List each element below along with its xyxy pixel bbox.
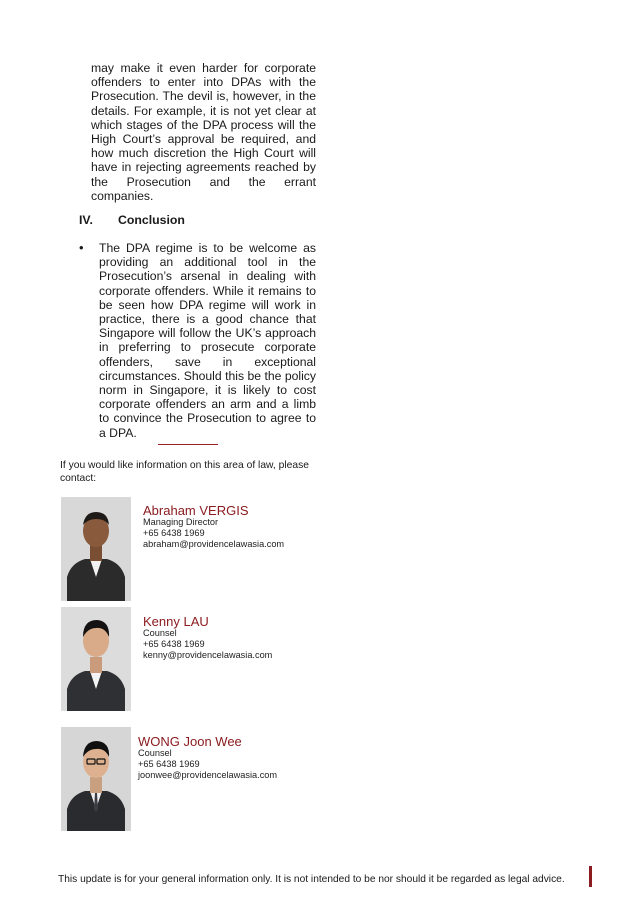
section-divider <box>158 444 218 445</box>
contact-photo <box>61 497 131 601</box>
contact-phone: +65 6438 1969 <box>143 528 205 538</box>
section-heading <box>79 213 185 227</box>
contact-email[interactable]: kenny@providencelawasia.com <box>143 650 273 660</box>
contact-photo <box>61 607 131 711</box>
contact-name: Kenny LAU <box>143 614 209 629</box>
footer-accent-bar <box>589 866 592 887</box>
contact-email[interactable]: joonwee@providencelawasia.com <box>138 770 278 780</box>
contact-name: Abraham VERGIS <box>143 503 249 518</box>
body-paragraph-1: may make it even harder for corporate offenders to enter into DPAs with the Prosecution. The devil is, however, in the details. For example, it is not yet clear at which stages of the DPA process will the High Court’s approval be required, and how much discretion the High Court will have in rejecting agreements reached by the Prosecution and the errant companies. <box>91 61 316 203</box>
contact-email[interactable]: abraham@providencelawasia.com <box>143 539 285 549</box>
contact-photo <box>61 727 131 831</box>
contact-role: Counsel <box>138 748 172 758</box>
section-number: IV. <box>79 213 93 227</box>
contact-name: WONG Joon Wee <box>138 734 242 749</box>
bullet-icon: • <box>79 240 84 255</box>
section-title: Conclusion <box>118 213 185 227</box>
contact-role: Counsel <box>143 628 177 638</box>
footer-disclaimer: This update is for your general information only. It is not intended to be nor should it be regarded as legal advice. <box>58 874 565 885</box>
contact-role: Managing Director <box>143 517 219 527</box>
body-paragraph-2: The DPA regime is to be welcome as providing an additional tool in the Prosecution’s arsenal in dealing with corporate offenders. While it remains to be seen how DPA regime will work in practice, there is a good chance that Singapore will follow the UK’s approach in preferring to prosecute corporate offenders, save in exceptional circumstances. Should this be the policy norm in Singapore, it is likely to cost corporate offenders an arm and a limb to convince the Prosecution to agree to a DPA. <box>99 241 316 440</box>
contact-phone: +65 6438 1969 <box>143 639 205 649</box>
contacts-intro: If you would like information on this area of law, please contact: <box>60 460 309 484</box>
contact-phone: +65 6438 1969 <box>138 759 200 769</box>
